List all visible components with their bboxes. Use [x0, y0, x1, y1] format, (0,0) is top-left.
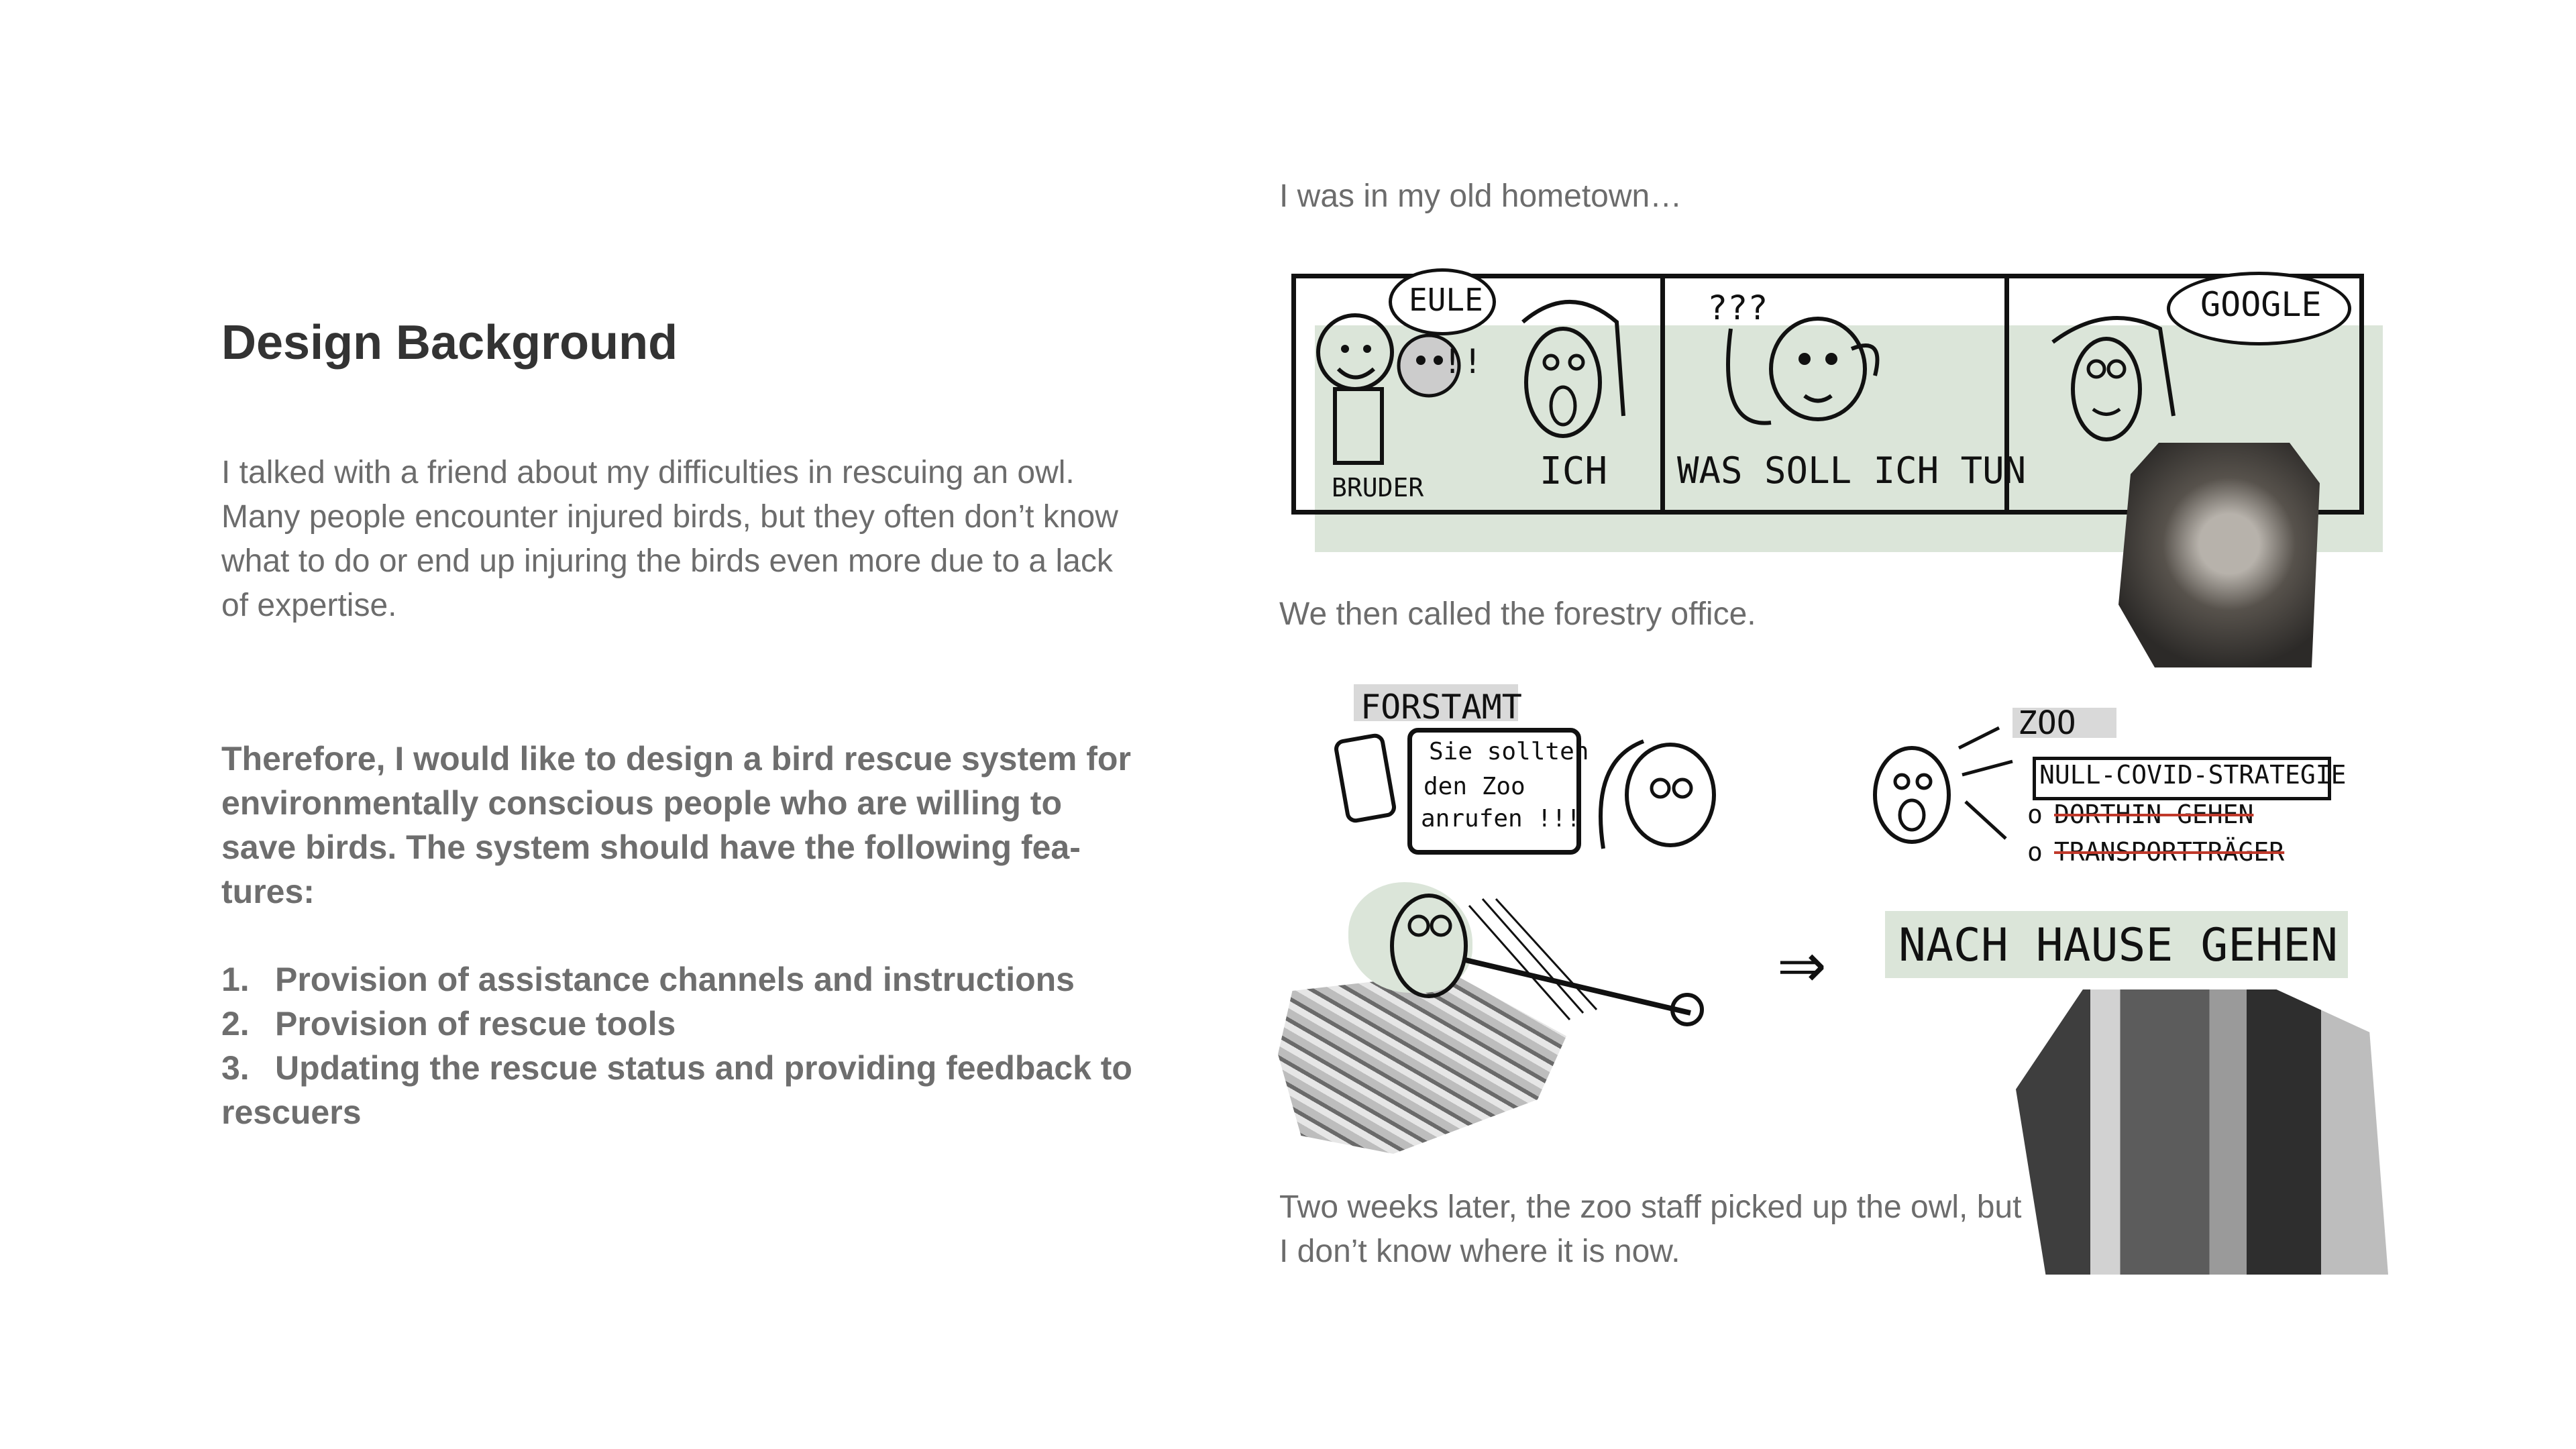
feature-item: 2. Provision of rescue tools — [221, 1005, 676, 1042]
speech-line: Sie sollten — [1429, 738, 1589, 765]
comic-divider — [1660, 274, 1665, 515]
feature-item: 3. Updating the rescue status and providing feedback to rescuers — [221, 1049, 1132, 1131]
phone-drawing — [1335, 731, 1409, 832]
zoo-staff-photo — [2016, 989, 2388, 1275]
tag-zoo: ZOO — [2018, 704, 2076, 742]
feature-item: 1. Provision of assistance channels and instructions — [221, 961, 1075, 998]
caption-hometown: I was in my old hometown… — [1279, 178, 1682, 214]
caption-forestry: We then called the forestry office. — [1279, 596, 1756, 632]
shouting-face-drawing — [1845, 721, 2019, 862]
owl-photo — [2118, 443, 2320, 667]
arrow-icon: ⇒ — [1778, 916, 1827, 1009]
label-nach-hause-gehen: NACH HAUSE GEHEN — [1898, 919, 2339, 972]
speech-line: den Zoo — [1424, 773, 1525, 800]
intro-paragraph: I talked with a friend about my difficulties in rescuing an owl. Many people encounter injured birds, but they often don’t know what to do or end up injuring the birds even more due to a lack of expertise. — [221, 455, 1118, 623]
owl-drawing — [1382, 885, 1758, 1060]
brother-with-owl-drawing — [1308, 305, 1509, 493]
caption-two-weeks-later: Two weeks later, the zoo staff picked up the owl, but I don’t know where it is now. — [1279, 1189, 2022, 1269]
feature-list — [221, 957, 1161, 1134]
page-title: Design Background — [221, 316, 678, 370]
confused-face-drawing — [1711, 295, 1912, 449]
label-bruder: BRUDER — [1332, 473, 1424, 502]
banner-text: NULL-COVID-STRATEGIE — [2039, 760, 2347, 790]
listening-face-drawing — [1590, 721, 1751, 862]
bullet-marker: o — [2027, 800, 2043, 829]
bubble-text-eule: EULE — [1409, 282, 1483, 318]
struck-item: DORTHIN GEHEN — [2054, 800, 2254, 829]
label-ich: ICH — [1540, 449, 1608, 493]
bubble-text-google: GOOGLE — [2200, 285, 2322, 324]
goal-paragraph: Therefore, I would like to design a bird rescue system for environmentally conscious people who are willing to save birds. The system should have the following fea-tures: — [221, 740, 1131, 910]
label-was-soll-ich-tun: WAS SOLL ICH TUN — [1677, 449, 2027, 492]
bullet-marker: o — [2027, 837, 2043, 867]
speech-line: anrufen !!! — [1421, 805, 1581, 833]
exclaim-marks: !! — [1442, 342, 1483, 381]
tag-forstamt: FORSTAMT — [1360, 688, 1522, 727]
question-marks: ??? — [1707, 288, 1768, 327]
struck-item: TRANSPORTTRÄGER — [2054, 837, 2285, 867]
